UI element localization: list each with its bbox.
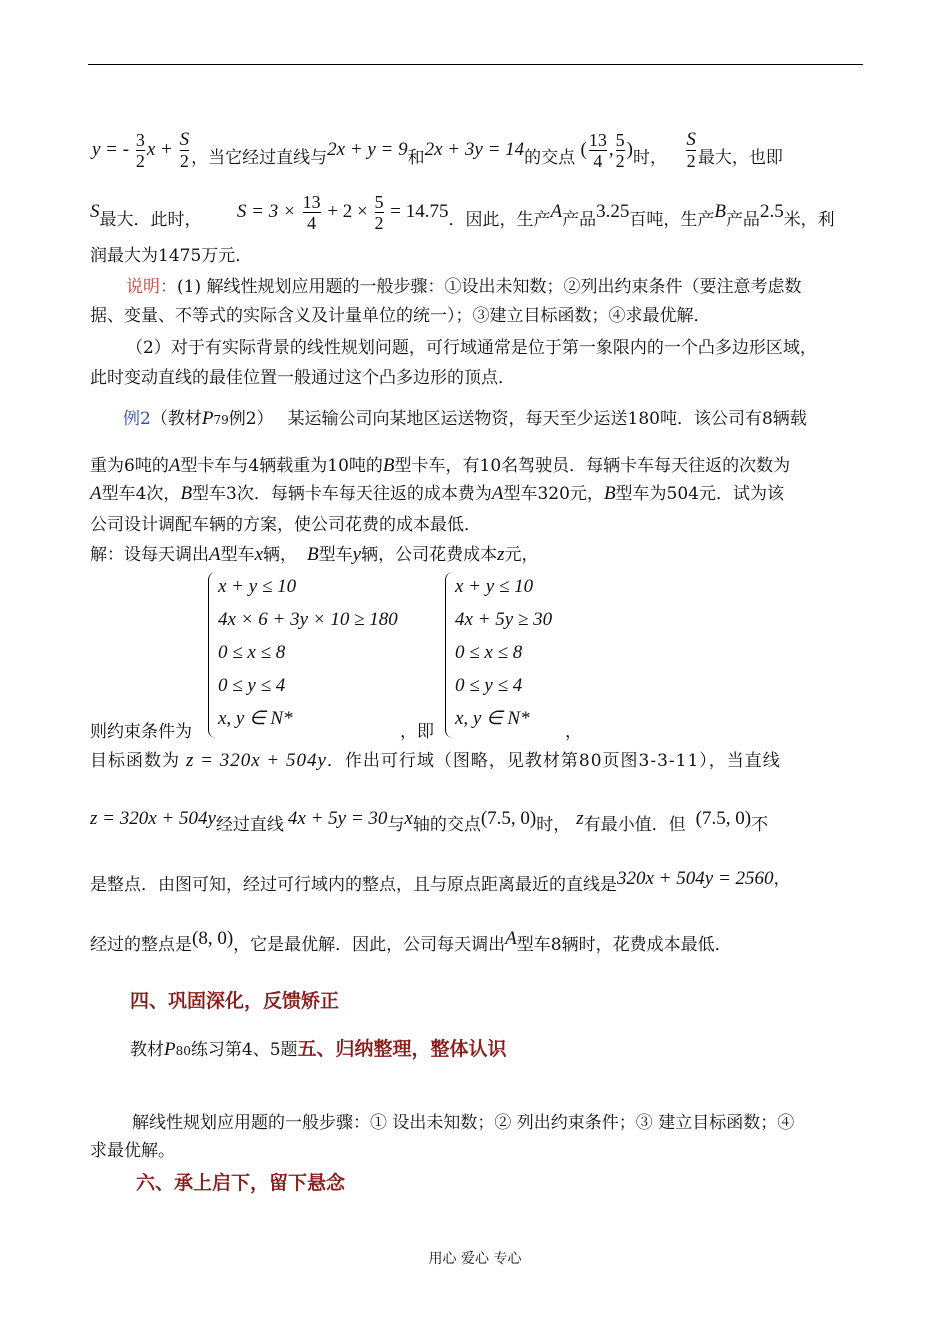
example-2-line-3: A型车4次，B型车3次．每辆卡车每天往返的成本费为A型车320元，B型车为504元．试为该: [90, 483, 784, 504]
note-2b: 此时变动直线的最佳位置一般通过这个凸多边形的顶点．: [90, 368, 515, 388]
constraint-comma: ，: [565, 722, 582, 742]
fraction: $\frac{S}{2}$: [179, 129, 190, 171]
header-rule: [88, 64, 863, 65]
note-1b: 据、变量、不等式的实际含义及计量单位的统一）；③建立目标函数；④求最优解．: [90, 306, 711, 326]
integer-line-2: 经过的整点是(8, 0)，它是最优解．因此，公司每天调出A型车8辆时，花费成本最低．: [90, 928, 732, 955]
exercise-line: 教材P80练习第4、5题五、归纳整理，整体认识: [130, 1038, 507, 1060]
section-5-heading: 五、归纳整理，整体认识: [297, 1038, 507, 1060]
line-3: 润最大为1475万元．: [90, 246, 253, 266]
section-4-heading: 四、巩固深化，反馈矫正: [130, 990, 340, 1012]
pass-line: z = 320x + 504y经过直线 4x + 5y = 30与x轴的交点(7.5, 0)时， z有最小值．但 (7.5, 0)不: [90, 808, 769, 835]
fraction: $\frac{3}{2}$: [135, 130, 145, 171]
constraint-label: 则约束条件为: [90, 722, 192, 742]
constraint-equiv: ，即: [400, 722, 434, 742]
integer-line-1: 是整点．由图可知，经过可行域内的整点，且与原点距离最近的直线是320x + 504y = 2560，: [90, 868, 791, 895]
constraint-system-2: x + y ≤ 10 4x + 5y ≥ 30 0 ≤ x ≤ 8 0 ≤ y ≤ 4 x, y ∈ N*: [455, 576, 553, 729]
objective-line: 目标函数为 z = 320x + 504y．作出可行域（图略，见教材第80页图3-3-11），当直线: [90, 750, 781, 771]
line-1: y = - $\frac{3}{2}$ x + $\frac{S}{2}$ ，当它经过直线与2x + y = 9和2x + 3y = 14的交点 ( $\frac{13}{4}$ , $\frac{5}{2}$ )时， $\frac{S}{2}$ 最大，也即: [92, 129, 783, 171]
line-2: S最大．此时， S = 3 × $\frac{13}{4}$ + 2 × $\frac{5}{2}$ = 14.75．因此，生产A产品3.25百吨，生产B产品2.5米，利: [90, 192, 835, 233]
note-2: （2）对于有实际背景的线性规划问题，可行域通常是位于第一象限内的一个凸多边形区域，: [126, 338, 817, 358]
example-2-line-2: 重为6吨的A型卡车与4辆载重为10吨的B型卡车，有10名驾驶员．每辆卡车每天往返的次数为: [90, 455, 791, 476]
summary-line-2: 求最优解。: [90, 1141, 175, 1161]
example-2-heading: 例2（教材P79例2） 某运输公司向某地区运送物资，每天至少运送180吨．该公司有8辆载: [123, 408, 807, 429]
example-2-line-4: 公司设计调配车辆的方案，使公司花费的成本最低．: [90, 515, 481, 535]
page-footer: 用心 爱心 专心: [428, 1251, 522, 1267]
summary-line-1: 解线性规划应用题的一般步骤：① 设出未知数；② 列出约束条件；③ 建立目标函数；④: [132, 1113, 795, 1133]
section-6-heading: 六、承上启下，留下悬念: [136, 1172, 346, 1194]
constraint-system-1: x + y ≤ 10 4x × 6 + 3y × 10 ≥ 180 0 ≤ x ≤ 8 0 ≤ y ≤ 4 x, y ∈ N*: [218, 576, 398, 729]
solution-line: 解：设每天调出A型车x辆， B型车y辆，公司花费成本z元，: [90, 544, 539, 565]
note-1: 说明：(1) 解线性规划应用题的一般步骤：①设出未知数；②列出约束条件（要注意考虑数: [126, 277, 802, 297]
